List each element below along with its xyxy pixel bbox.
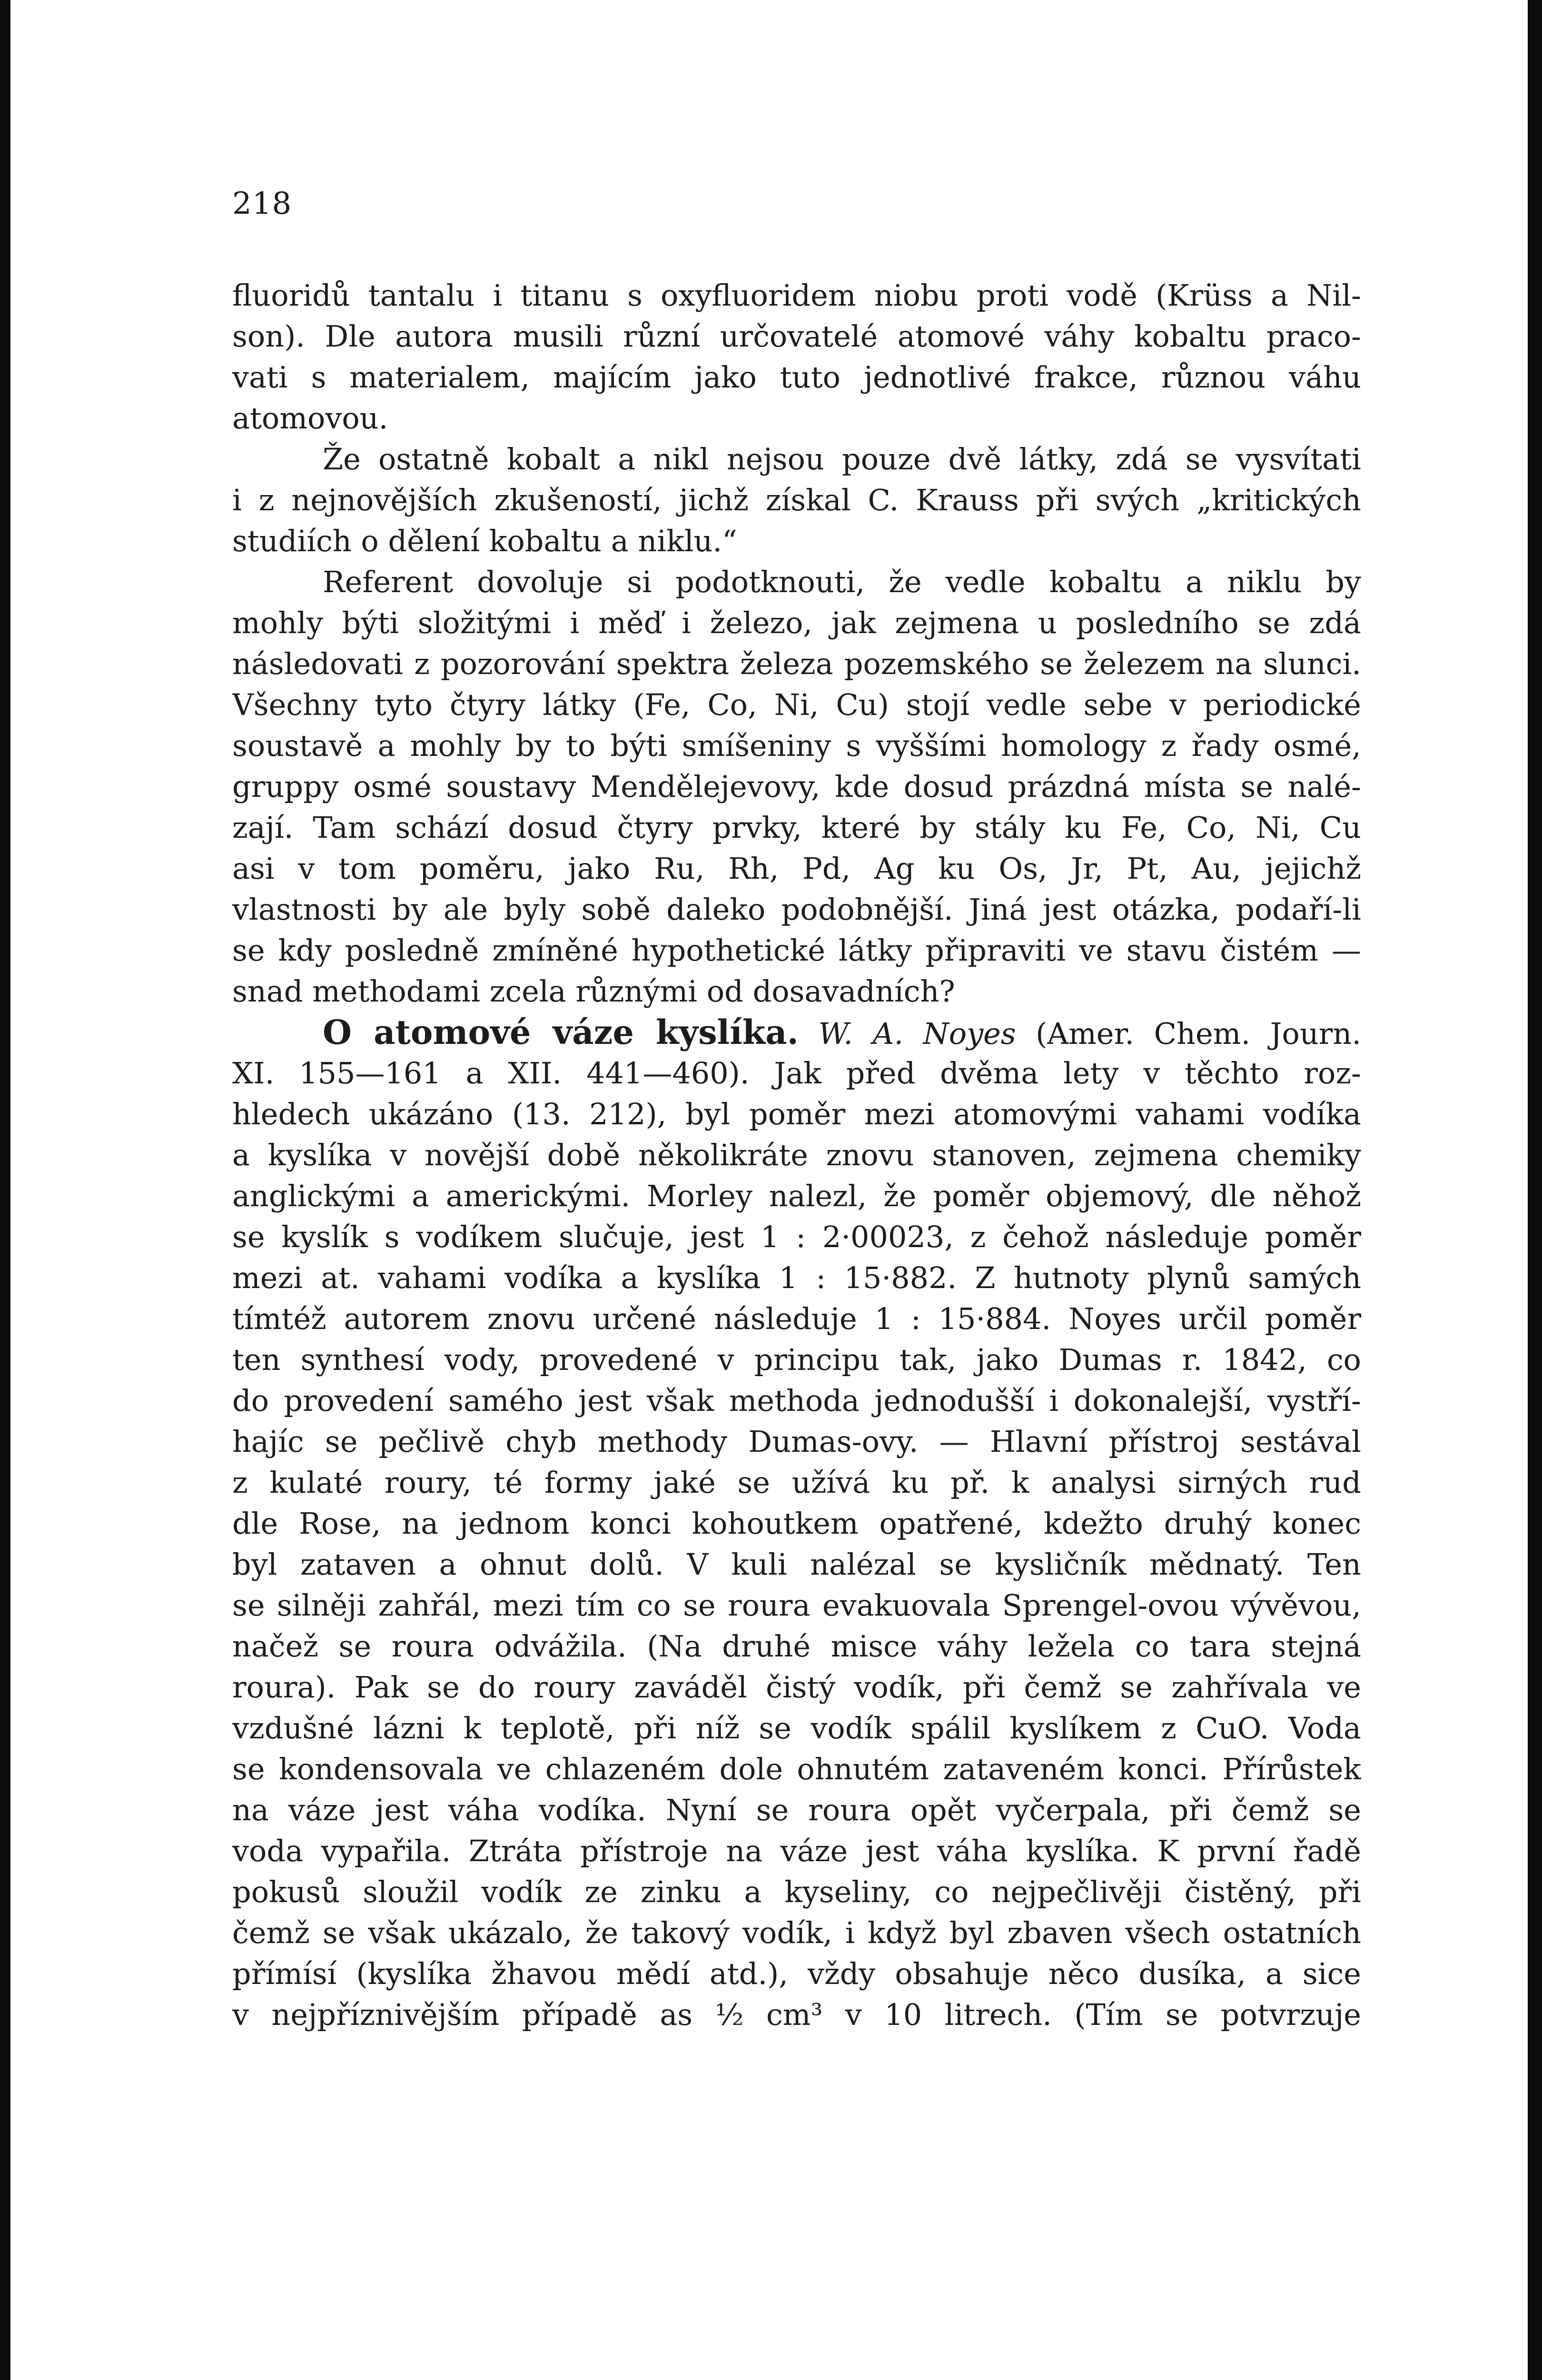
- text-line: čemž se však ukázalo, že takový vodík, i když byl zbaven všech ostatních: [232, 1915, 1361, 1950]
- text-line: se kdy posledně zmíněné hypothetické látky připraviti ve stavu čistém —: [232, 933, 1361, 968]
- text-line: Všechny tyto čtyry látky (Fe, Co, Ni, Cu) stojí vedle sebe v periodické: [232, 687, 1361, 722]
- text-line: z kulaté roury, té formy jaké se užívá ku př. k analysi sirných rud: [232, 1465, 1361, 1500]
- text-line: atomovou.: [232, 401, 388, 436]
- text-line: gruppy osmé soustavy Mendělejevovy, kde dosud prázdná místa se nalé-: [232, 769, 1361, 804]
- text-line: snad methodami zcela různými od dosavadních?: [232, 974, 955, 1009]
- text-line: vati s materialem, majícím jako tuto jednotlivé frakce, různou váhu: [232, 360, 1361, 395]
- text-line: byl zataven a ohnut dolů. V kuli nalézal se kysličník mědnatý. Ten: [232, 1547, 1361, 1582]
- text-line: XI. 155—161 a XII. 441—460). Jak před dvěma lety v těchto roz-: [232, 1056, 1361, 1091]
- text-line: mohly býti složitými i měď i železo, jak zejmena u posledního se zdá: [232, 605, 1361, 640]
- section-heading: O atomové váze kyslíka.: [323, 1012, 799, 1052]
- body-text: [232, 275, 1361, 2035]
- text-line: hledech ukázáno (13. 212), byl poměr mezi atomovými vahami vodíka: [232, 1097, 1361, 1131]
- text-line: studiích o dělení kobaltu a niklu.“: [232, 524, 737, 558]
- text-line: a kyslíka v novější době několikráte znovu stanoven, zejmena chemiky: [232, 1138, 1361, 1172]
- scan-edge-left: [0, 0, 10, 2380]
- text-line: hajíc se pečlivě chyb methody Dumas-ovy. — Hlavní přístroj sestával: [232, 1424, 1361, 1459]
- section-heading-line: [232, 1012, 1361, 1053]
- text-line: Referent dovoluje si podotknouti, že vedle kobaltu a niklu by: [323, 565, 1361, 599]
- text-line: se kyslík s vodíkem slučuje, jest 1 : 2·00023, z čehož následuje poměr: [232, 1220, 1361, 1254]
- text-line: pokusů sloužil vodík ze zinku a kyseliny, co nejpečlivěji čistěný, při: [232, 1874, 1361, 1909]
- text-line: v nejpříznivějším případě as ½ cm³ v 10 litrech. (Tím se potvrzuje: [232, 1997, 1361, 2032]
- text-line: dle Rose, na jednom konci kohoutkem opatřené, kdežto druhý konec: [232, 1506, 1361, 1541]
- text-line: i z nejnovějších zkušeností, jichž získal C. Krauss při svých „kritických: [232, 483, 1361, 517]
- text-line: následovati z pozorování spektra železa pozemského se železem na slunci.: [232, 646, 1361, 681]
- text-line: son). Dle autora musili různí určovatelé atomové váhy kobaltu praco-: [232, 319, 1361, 354]
- scan-edge-right: [1528, 0, 1542, 2380]
- text-line: asi v tom poměru, jako Ru, Rh, Pd, Ag ku Os, Jr, Pt, Au, jejichž: [232, 851, 1361, 886]
- text-line: roura). Pak se do roury zaváděl čistý vodík, při čemž se zahřívala ve: [232, 1670, 1361, 1705]
- text-line: Že ostatně kobalt a nikl nejsou pouze dvě látky, zdá se vysvítati: [323, 442, 1361, 476]
- text-line: ten synthesí vody, provedené v principu tak, jako Dumas r. 1842, co: [232, 1342, 1361, 1377]
- text-line: fluoridů tantalu i titanu s oxyfluoridem niobu proti vodě (Krüss a Nil-: [232, 278, 1361, 313]
- text-line: voda vypařila. Ztráta přístroje na váze jest váha kyslíka. K první řadě: [232, 1834, 1361, 1868]
- text-line: anglickými a americkými. Morley nalezl, že poměr objemový, dle něhož: [232, 1179, 1361, 1213]
- text-line: vlastnosti by ale byly sobě daleko podobnější. Jiná jest otázka, podaří-li: [232, 892, 1361, 927]
- text-line: zají. Tam schází dosud čtyry prvky, které by stály ku Fe, Co, Ni, Cu: [232, 810, 1361, 845]
- text-line: soustavě a mohly by to býti smíšeniny s vyššími homology z řady osmé,: [232, 728, 1361, 763]
- section-author: W. A. Noyes: [818, 1016, 1016, 1051]
- page-number: 218: [232, 186, 292, 221]
- text-line: mezi at. vahami vodíka a kyslíka 1 : 15·882. Z hutnoty plynů samých: [232, 1260, 1361, 1295]
- text-line: na váze jest váha vodíka. Nyní se roura opět vyčerpala, při čemž se: [232, 1793, 1361, 1827]
- text-line: se kondensovala ve chlazeném dole ohnutém zataveném konci. Přírůstek: [232, 1752, 1361, 1786]
- section-citation: (Amer. Chem. Journ.: [1036, 1016, 1361, 1051]
- text-line: přímísí (kyslíka žhavou mědí atd.), vždy obsahuje něco dusíka, a sice: [232, 1956, 1361, 1991]
- text-line: do provedení samého jest však methoda jednodušší i dokonalejší, vystří-: [232, 1383, 1361, 1418]
- text-line: se silněji zahřál, mezi tím co se roura evakuovala Sprengel-ovou vývěvou,: [232, 1588, 1361, 1623]
- text-line: vzdušné lázni k teplotě, při níž se vodík spálil kyslíkem z CuO. Voda: [232, 1711, 1361, 1745]
- text-line: tímtéž autorem znovu určené následuje 1 : 15·884. Noyes určil poměr: [232, 1301, 1361, 1336]
- text-line: načež se roura odvážila. (Na druhé misce váhy ležela co tara stejná: [232, 1629, 1361, 1664]
